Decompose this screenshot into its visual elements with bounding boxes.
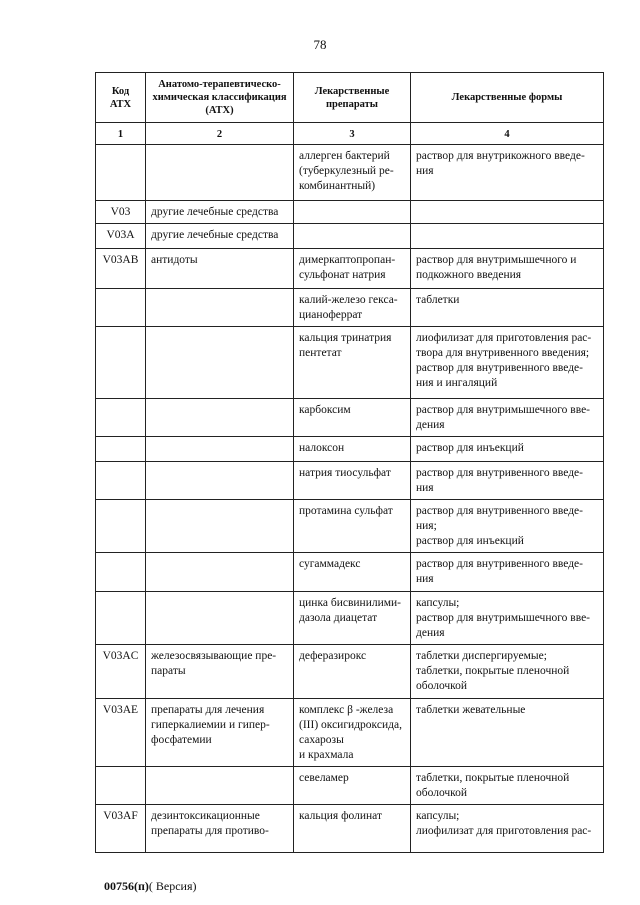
classification-cell (146, 201, 294, 224)
drug-cell (294, 327, 411, 399)
header-line: Лекарственные (314, 85, 390, 97)
drug-line: димеркаптопропан- (299, 254, 396, 266)
dosage-forms-line: ния (416, 573, 434, 585)
classification-line: фосфатемии (151, 734, 212, 746)
table-row (96, 289, 604, 327)
drug-line: пентетат (299, 347, 342, 359)
atx-code-cell (96, 500, 146, 553)
classification-cell (146, 249, 294, 289)
dosage-forms-cell (411, 249, 604, 289)
dosage-forms-cell (411, 145, 604, 201)
dosage-forms-cell (411, 645, 604, 699)
header-line: АТХ (109, 98, 132, 110)
drug-line: (III) оксигидроксида, (299, 719, 402, 731)
dosage-forms-cell (411, 399, 604, 437)
dosage-forms-cell (411, 201, 604, 224)
dosage-forms-line: раствор для инъекций (416, 442, 524, 454)
drug-line: сахарозы (299, 734, 344, 746)
drug-line: и крахмала (299, 749, 354, 761)
classification-cell (146, 553, 294, 592)
atx-code-cell: V03AC (96, 645, 146, 699)
drug-line: натрия тиосульфат (299, 467, 391, 479)
dosage-forms-line: раствор для внутривенного введе- (416, 467, 583, 479)
drug-line: (туберкулезный ре- (299, 165, 394, 177)
classification-line: другие лечебные средства (151, 229, 279, 241)
drug-line: протамина сульфат (299, 505, 393, 517)
drug-cell (294, 645, 411, 699)
header-line: Анатомо-терапевтическо- (158, 79, 281, 90)
atx-code-cell (96, 462, 146, 500)
footer-version: ( Версия) (148, 879, 197, 893)
table-row (96, 249, 604, 289)
classification-cell (146, 327, 294, 399)
column-number-row (96, 123, 604, 145)
classification-line: препараты для лечения (151, 704, 265, 716)
atx-code-cell: V03A (96, 224, 146, 249)
dosage-forms-line: раствор для внутривенного введе- (416, 362, 583, 374)
dosage-forms-line: подкожного введения (416, 269, 522, 281)
table-row (96, 399, 604, 437)
drug-cell (294, 767, 411, 805)
table-row (96, 645, 604, 699)
atx-code-cell (96, 289, 146, 327)
dosage-forms-line: ния и ингаляций (416, 377, 498, 389)
drug-line: кальция фолинат (299, 810, 383, 822)
dosage-forms-line: лиофилизат для приготовления рас- (416, 332, 592, 344)
dosage-forms-line: раствор для внутримышечного вве- (416, 404, 591, 416)
table-row (96, 327, 604, 399)
atx-table (95, 72, 604, 853)
column-number: 1 (96, 123, 146, 145)
drug-line: цинка бисвинилими- (299, 597, 402, 609)
dosage-forms-cell (411, 437, 604, 462)
table-row (96, 500, 604, 553)
table-row (96, 437, 604, 462)
drug-cell (294, 462, 411, 500)
header-line: Лекарственные формы (451, 92, 563, 103)
atx-code-cell (96, 592, 146, 645)
drug-cell (294, 249, 411, 289)
dosage-forms-cell (411, 289, 604, 327)
dosage-forms-line: таблетки, покрытые пленочной (416, 665, 570, 677)
column-number: 3 (294, 123, 411, 145)
classification-line: другие лечебные средства (151, 206, 279, 218)
drug-line: комбинантный) (299, 180, 376, 192)
drug-line: аллерген бактерий (299, 150, 390, 162)
drug-cell (294, 145, 411, 201)
classification-line: антидоты (151, 254, 198, 266)
dosage-forms-line: ния (416, 482, 434, 494)
classification-line: дезинтоксикационные (151, 810, 260, 822)
drug-cell (294, 437, 411, 462)
classification-cell (146, 805, 294, 853)
header-row (96, 73, 604, 123)
classification-cell (146, 699, 294, 767)
header-classification (146, 73, 294, 123)
header-line: препараты (325, 98, 379, 110)
classification-line: гиперкалиемии и гипер- (151, 719, 270, 731)
header-forms (411, 73, 604, 123)
header-code (96, 73, 146, 123)
column-number: 2 (146, 123, 294, 145)
dosage-forms-cell (411, 553, 604, 592)
atx-code-cell (96, 399, 146, 437)
dosage-forms-cell (411, 699, 604, 767)
atx-code-cell (96, 437, 146, 462)
classification-cell (146, 645, 294, 699)
dosage-forms-line: таблетки (416, 294, 460, 306)
drug-line: сугаммадекс (299, 558, 361, 570)
table-row (96, 553, 604, 592)
dosage-forms-line: капсулы; (416, 597, 460, 609)
drug-line: цианоферрат (299, 309, 363, 321)
dosage-forms-cell (411, 500, 604, 553)
drug-cell (294, 592, 411, 645)
table-row (96, 592, 604, 645)
dosage-forms-cell (411, 592, 604, 645)
dosage-forms-line: лиофилизат для приготовления рас- (416, 825, 592, 837)
drug-line: налоксон (299, 442, 345, 454)
column-number: 4 (411, 123, 604, 145)
dosage-forms-line: ния; (416, 520, 437, 532)
dosage-forms-line: капсулы; (416, 810, 460, 822)
dosage-forms-line: оболочкой (416, 680, 468, 692)
dosage-forms-cell (411, 805, 604, 853)
atx-code-cell (96, 145, 146, 201)
classification-cell (146, 767, 294, 805)
classification-cell (146, 224, 294, 249)
atx-code-cell: V03AF (96, 805, 146, 853)
classification-cell (146, 145, 294, 201)
dosage-forms-line: раствор для внутривенного введе- (416, 505, 583, 517)
dosage-forms-line: дения (416, 419, 445, 431)
dosage-forms-cell (411, 327, 604, 399)
dosage-forms-line: раствор для внутривенного введе- (416, 558, 583, 570)
drug-line: комплекс β -железа (299, 704, 394, 716)
dosage-forms-line: ния (416, 165, 434, 177)
table-row (96, 145, 604, 201)
table-row (96, 201, 604, 224)
classification-line: параты (151, 665, 186, 677)
page-number: 78 (313, 37, 327, 52)
dosage-forms-cell (411, 462, 604, 500)
drug-cell (294, 699, 411, 767)
atx-code-cell: V03AB (96, 249, 146, 289)
dosage-forms-cell (411, 767, 604, 805)
drug-line: кальция тринатрия (299, 332, 392, 344)
drug-cell (294, 201, 411, 224)
document-footer (104, 879, 197, 894)
drug-cell (294, 805, 411, 853)
classification-line: железосвязывающие пре- (151, 650, 277, 662)
table-row (96, 224, 604, 249)
classification-cell (146, 399, 294, 437)
dosage-forms-line: раствор для внутримышечного вве- (416, 612, 591, 624)
drug-cell (294, 224, 411, 249)
drug-line: сульфонат натрия (299, 269, 386, 281)
dosage-forms-line: раствор для внутрикожного введе- (416, 150, 585, 162)
table-row (96, 699, 604, 767)
dosage-forms-cell (411, 224, 604, 249)
table-row (96, 805, 604, 853)
classification-cell (146, 462, 294, 500)
dosage-forms-line: раствор для инъекций (416, 535, 524, 547)
dosage-forms-line: таблетки диспергируемые; (416, 650, 547, 662)
atx-code-cell: V03 (96, 201, 146, 224)
classification-cell (146, 437, 294, 462)
drug-cell (294, 500, 411, 553)
dosage-forms-line: таблетки, покрытые пленочной (416, 772, 570, 784)
drug-cell (294, 553, 411, 592)
footer-code: 00756(п) (104, 879, 149, 893)
table-row (96, 462, 604, 500)
atx-code-cell (96, 767, 146, 805)
dosage-forms-line: таблетки жевательные (416, 704, 526, 716)
header-drugs (294, 73, 411, 123)
drug-line: севеламер (299, 772, 349, 784)
drug-line: дазола диацетат (299, 612, 378, 624)
classification-cell (146, 592, 294, 645)
atx-code-cell (96, 327, 146, 399)
drug-line: карбоксим (299, 404, 351, 416)
dosage-forms-line: оболочкой (416, 787, 468, 799)
classification-cell (146, 289, 294, 327)
classification-cell (146, 500, 294, 553)
dosage-forms-line: твора для внутривенного введения; (416, 347, 590, 359)
drug-cell (294, 289, 411, 327)
header-line: Код (111, 85, 130, 97)
dosage-forms-line: раствор для внутримышечного и (416, 254, 577, 266)
dosage-forms-line: дения (416, 627, 445, 639)
atx-code-cell (96, 553, 146, 592)
classification-line: препараты для противо- (151, 825, 269, 837)
table-row (96, 767, 604, 805)
drug-line: калий-железо гекса- (299, 294, 398, 306)
atx-code-cell: V03AE (96, 699, 146, 767)
header-line: (АТХ) (205, 105, 234, 116)
header-line: химическая классификация (152, 92, 287, 103)
drug-cell (294, 399, 411, 437)
drug-line: деферазирокс (299, 650, 367, 662)
